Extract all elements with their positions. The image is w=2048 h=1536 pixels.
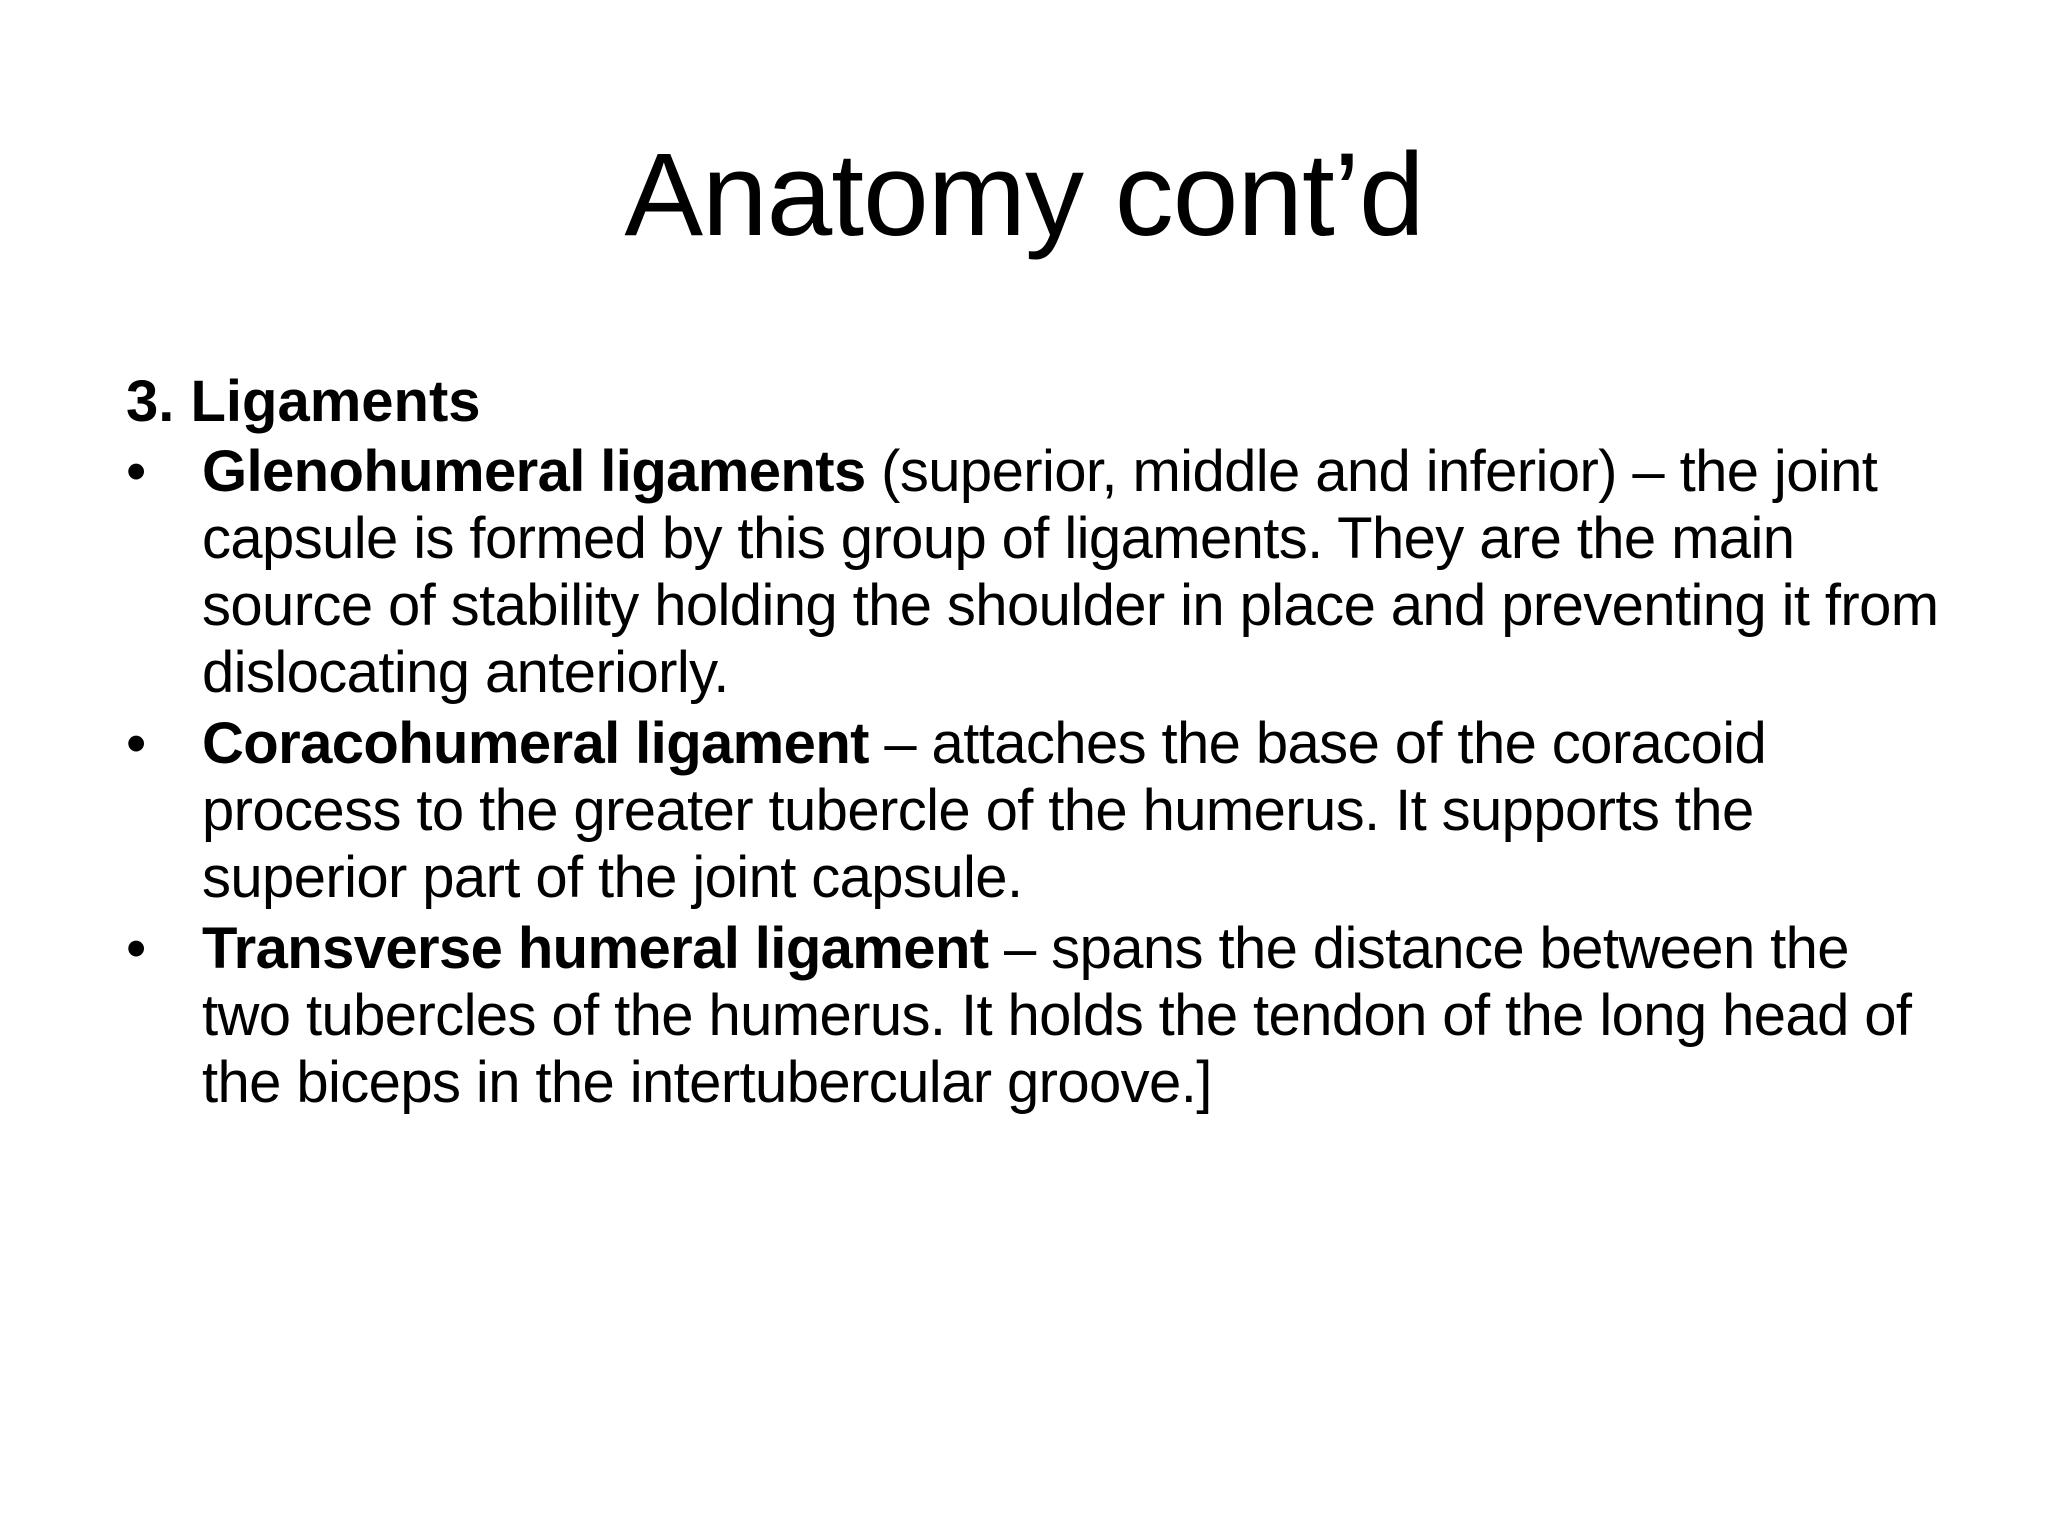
slide-title: Anatomy cont’d <box>624 129 1424 261</box>
term-coracohumeral: Coracohumeral ligament <box>202 711 869 776</box>
list-item-transverse-humeral <box>126 915 1946 1116</box>
ligament-list <box>126 438 1946 1116</box>
list-item-coracohumeral <box>126 710 1946 911</box>
description-glenohumeral: (superior, middle and inferior) – the joint capsule is formed by this group of ligaments. They are the main source of stability holding the shoulder in place and preventing it from dislocating anteriorly. <box>202 439 1939 705</box>
term-transverse-humeral: Transverse humeral ligament <box>202 916 989 981</box>
term-glenohumeral: Glenohumeral ligaments <box>202 439 866 504</box>
bullet-icon: • <box>126 916 146 981</box>
description-transverse-humeral: – spans the distance between the two tubercles of the humerus. It holds the tendon of the long head of the biceps in the intertubercular groove.] <box>202 916 1912 1115</box>
section-heading: 3. Ligaments <box>126 369 481 434</box>
list-item-glenohumeral <box>126 438 1946 706</box>
bullet-icon: • <box>126 439 146 504</box>
slide-content <box>126 368 1946 1120</box>
description-coracohumeral: – attaches the base of the coracoid process to the greater tubercle of the humerus. It supports the superior part of the joint capsule. <box>202 711 1767 910</box>
bullet-icon: • <box>126 711 146 776</box>
